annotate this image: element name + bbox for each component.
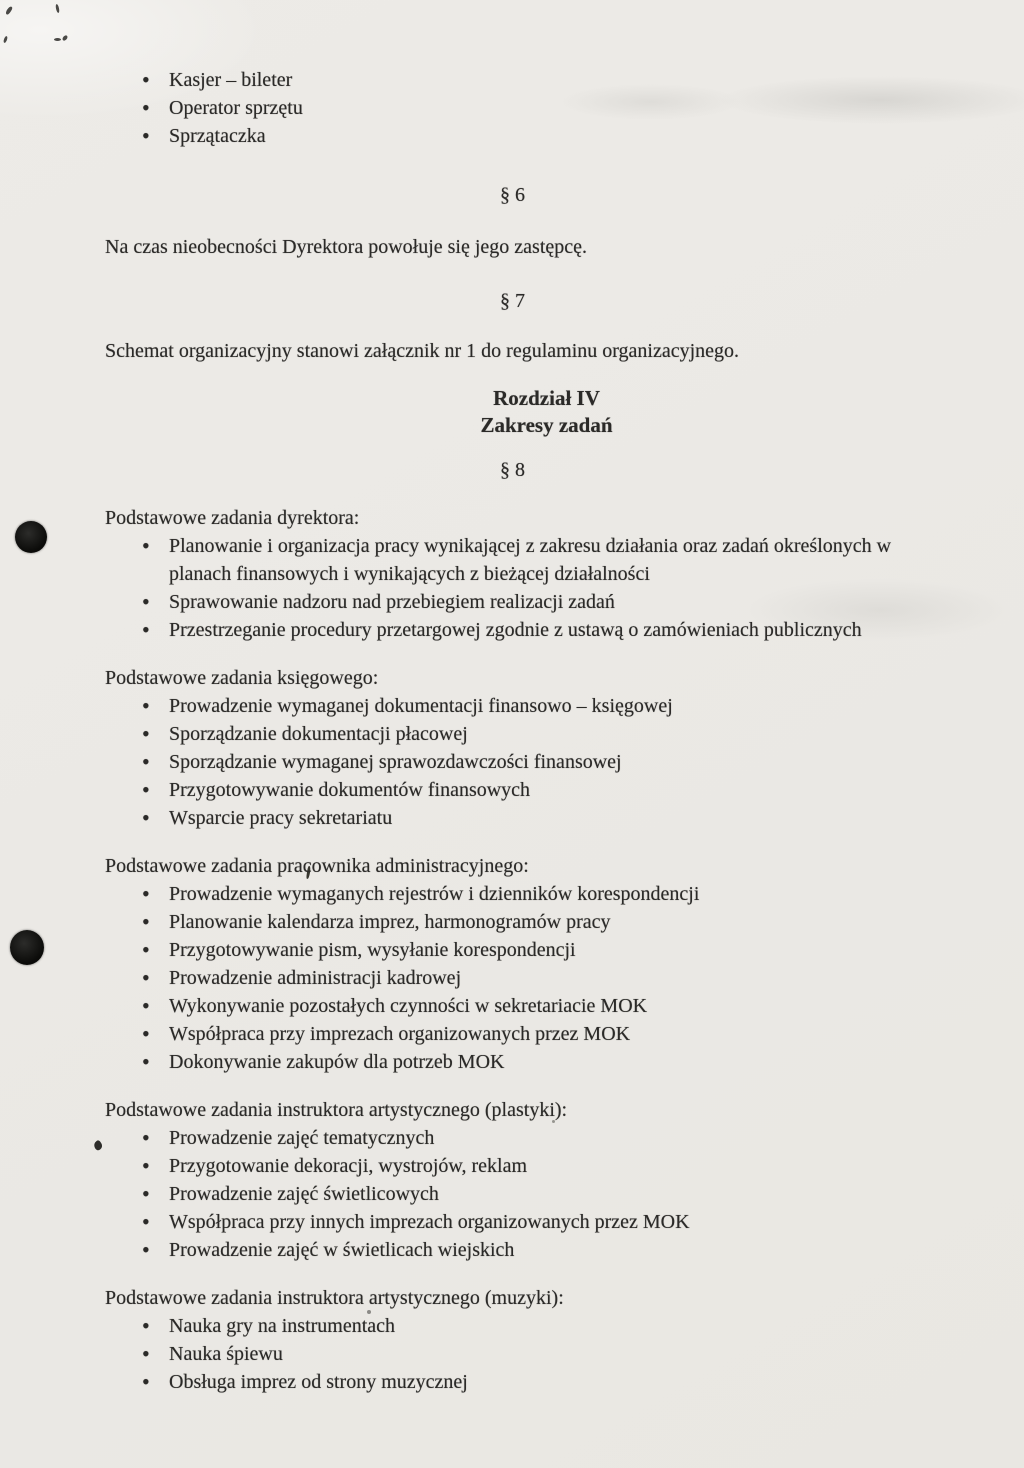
- list-item: • Prowadzenie zajęć tematycznych: [169, 1124, 920, 1152]
- list-item: • Planowanie i organizacja pracy wynikającej z zakresu działania oraz zadań określonych w planach finansowych i wynikających z bieżącej działalności: [169, 532, 920, 588]
- list-item: • Przygotowywanie dokumentów finansowych: [169, 776, 920, 804]
- ink-speck: [54, 38, 61, 41]
- task-section-accountant: [105, 664, 920, 832]
- list-item: • Sprzątaczka: [169, 122, 920, 150]
- list-item: • Współpraca przy innych imprezach organizowanych przez MOK: [169, 1208, 920, 1236]
- task-section-director: [105, 504, 920, 644]
- task-section-art-instructor-muzyki: [105, 1284, 920, 1396]
- list-item: • Przygotowanie dekoracji, wystrojów, reklam: [169, 1152, 920, 1180]
- list-item: • Przygotowywanie pism, wysyłanie korespondencji: [169, 936, 920, 964]
- chapter-subtitle: Zakresy zadań: [480, 413, 613, 437]
- list-item: • Operator sprzętu: [169, 94, 920, 122]
- task-list-art-instructor-muzyki: [105, 1312, 920, 1396]
- ink-speck: [3, 36, 8, 44]
- staff-positions-list: [105, 66, 920, 150]
- task-list-art-instructor-plastyki: [105, 1124, 920, 1264]
- section-6-mark: § 6: [500, 184, 525, 206]
- ink-speck: [62, 34, 69, 41]
- list-item: • Prowadzenie zajęć świetlicowych: [169, 1180, 920, 1208]
- list-item: • Obsługa imprez od strony muzycznej: [169, 1368, 920, 1396]
- task-section-title: Podstawowe zadania instruktora artystycznego (plastyki):: [105, 1099, 568, 1121]
- list-item: • Kasjer – bileter: [169, 66, 920, 94]
- ink-speck: [5, 6, 13, 16]
- ink-speck-comma: [92, 1140, 104, 1152]
- list-item: • Dokonywanie zakupów dla potrzeb MOK: [169, 1048, 920, 1076]
- task-section-title: Podstawowe zadania księgowego:: [105, 667, 379, 689]
- chapter-heading: [139, 385, 954, 439]
- ink-speck: [55, 4, 60, 13]
- list-item: • Nauka gry na instrumentach: [169, 1312, 920, 1340]
- list-item: • Sprawowanie nadzoru nad przebiegiem realizacji zadań: [169, 588, 920, 616]
- chapter-title: Rozdział IV: [493, 386, 600, 410]
- section-7-mark: § 7: [500, 290, 525, 312]
- list-item: • Planowanie kalendarza imprez, harmonogramów pracy: [169, 908, 920, 936]
- task-section-title: Podstawowe zadania instruktora artystycznego (muzyki):: [105, 1287, 564, 1309]
- section-8-mark: § 8: [500, 459, 525, 481]
- task-section-art-instructor-plastyki: [105, 1096, 920, 1264]
- hole-punch-mark-top: [15, 521, 47, 553]
- task-list-director: [105, 532, 920, 644]
- list-item: • Współpraca przy imprezach organizowanych przez MOK: [169, 1020, 920, 1048]
- list-item: • Prowadzenie wymaganych rejestrów i dzienników korespondencji: [169, 880, 920, 908]
- list-item: • Wykonywanie pozostałych czynności w sekretariacie MOK: [169, 992, 920, 1020]
- task-section-title: Podstawowe zadania pracownika administracyjnego:: [105, 855, 529, 877]
- section-6-body: Na czas nieobecności Dyrektora powołuje się jego zastępcę.: [105, 236, 588, 258]
- list-item: • Sporządzanie dokumentacji płacowej: [169, 720, 920, 748]
- task-section-title: Podstawowe zadania dyrektora:: [105, 507, 360, 529]
- task-list-accountant: [105, 692, 920, 832]
- section-7-body: Schemat organizacyjny stanowi załącznik nr 1 do regulaminu organizacyjnego.: [105, 340, 740, 362]
- hole-punch-mark-bottom: [10, 930, 44, 965]
- list-item: • Nauka śpiewu: [169, 1340, 920, 1368]
- list-item: • Prowadzenie wymaganej dokumentacji finansowo – księgowej: [169, 692, 920, 720]
- task-list-admin-worker: [105, 880, 920, 1076]
- document-body: [105, 66, 920, 1396]
- list-item: • Prowadzenie zajęć w świetlicach wiejskich: [169, 1236, 920, 1264]
- list-item: • Sporządzanie wymaganej sprawozdawczości finansowej: [169, 748, 920, 776]
- list-item: • Przestrzeganie procedury przetargowej zgodnie z ustawą o zamówieniach publicznych: [169, 616, 920, 644]
- task-section-admin-worker: [105, 852, 920, 1076]
- list-item: • Prowadzenie administracji kadrowej: [169, 964, 920, 992]
- list-item: • Wsparcie pracy sekretariatu: [169, 804, 920, 832]
